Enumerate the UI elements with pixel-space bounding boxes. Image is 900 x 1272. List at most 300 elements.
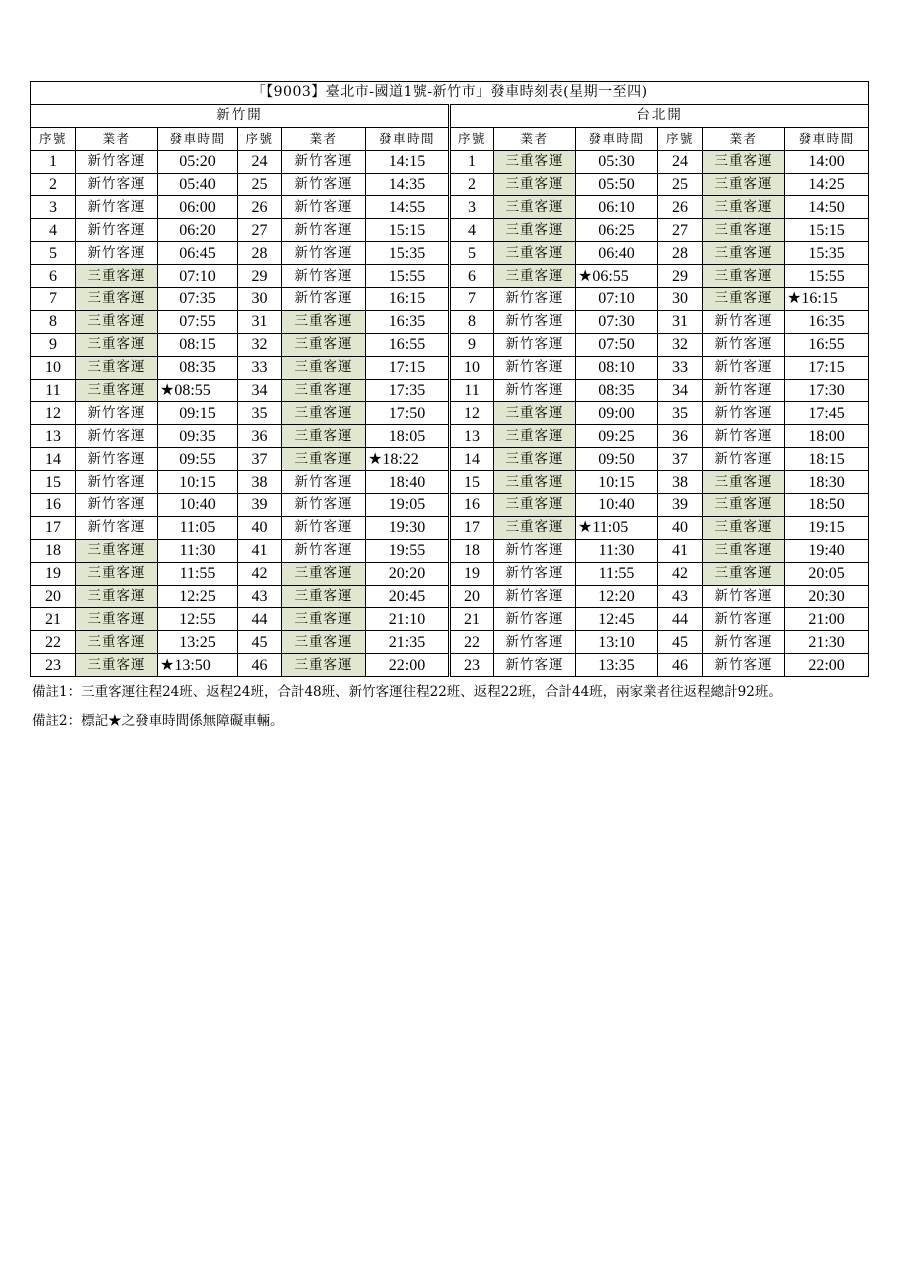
operator-cell: 三重客運 [703, 471, 785, 494]
seq-cell: 1 [31, 150, 76, 173]
time-cell: 09:00 [576, 402, 658, 425]
operator-cell: 新竹客運 [282, 288, 366, 311]
time-cell: 13:35 [576, 654, 658, 677]
time-cell: 06:40 [576, 242, 658, 265]
time-cell: 19:40 [785, 539, 869, 562]
operator-cell: 三重客運 [703, 265, 785, 288]
table-row [31, 333, 869, 356]
operator-cell: 三重客運 [494, 173, 576, 196]
operator-cell: 三重客運 [76, 539, 158, 562]
seq-cell: 6 [31, 265, 76, 288]
operator-cell: 新竹客運 [282, 516, 366, 539]
table-row [31, 516, 869, 539]
seq-cell: 25 [238, 173, 282, 196]
time-cell: 06:00 [158, 196, 238, 219]
time-cell: 18:15 [785, 448, 869, 471]
operator-cell: 新竹客運 [494, 379, 576, 402]
operator-cell: 三重客運 [494, 150, 576, 173]
operator-cell: 三重客運 [703, 173, 785, 196]
seq-cell: 8 [450, 310, 494, 333]
operator-cell: 三重客運 [282, 631, 366, 654]
operator-cell: 新竹客運 [76, 173, 158, 196]
seq-cell: 2 [31, 173, 76, 196]
time-cell: 19:15 [785, 516, 869, 539]
time-cell: 05:40 [158, 173, 238, 196]
time-cell: 06:45 [158, 242, 238, 265]
seq-cell: 43 [238, 585, 282, 608]
operator-cell: 新竹客運 [282, 150, 366, 173]
operator-cell: 新竹客運 [494, 539, 576, 562]
seq-cell: 37 [658, 448, 703, 471]
time-cell: 18:00 [785, 425, 869, 448]
seq-cell: 43 [658, 585, 703, 608]
table-row [31, 654, 869, 677]
time-cell: 16:55 [366, 333, 450, 356]
time-cell: 13:25 [158, 631, 238, 654]
seq-cell: 6 [450, 265, 494, 288]
operator-cell: 新竹客運 [76, 219, 158, 242]
operator-cell: 三重客運 [76, 562, 158, 585]
time-cell: 07:10 [576, 288, 658, 311]
seq-cell: 13 [450, 425, 494, 448]
operator-cell: 新竹客運 [76, 448, 158, 471]
seq-cell: 26 [238, 196, 282, 219]
seq-cell: 8 [31, 310, 76, 333]
table-row [31, 379, 869, 402]
seq-cell: 20 [31, 585, 76, 608]
seq-cell: 3 [450, 196, 494, 219]
operator-cell: 新竹客運 [703, 310, 785, 333]
operator-cell: 三重客運 [282, 333, 366, 356]
time-cell: 13:10 [576, 631, 658, 654]
time-cell: 20:20 [366, 562, 450, 585]
operator-cell: 三重客運 [494, 494, 576, 517]
table-row [31, 242, 869, 265]
note-1: 備註1：三重客運往程24班、返程24班，合計48班、新竹客運往程22班、返程22班，合計44班，兩家業者往返程總計92班。 [32, 684, 782, 700]
table-row [31, 494, 869, 517]
seq-cell: 10 [450, 356, 494, 379]
seq-cell: 19 [450, 562, 494, 585]
operator-cell: 新竹客運 [76, 494, 158, 517]
operator-cell: 新竹客運 [282, 173, 366, 196]
seq-cell: 14 [31, 448, 76, 471]
operator-cell: 新竹客運 [494, 608, 576, 631]
seq-cell: 32 [658, 333, 703, 356]
time-cell: 09:15 [158, 402, 238, 425]
table-row [31, 402, 869, 425]
time-cell: 11:05 [158, 516, 238, 539]
operator-cell: 三重客運 [494, 219, 576, 242]
operator-cell: 三重客運 [494, 196, 576, 219]
time-cell: 11:30 [158, 539, 238, 562]
seq-cell: 27 [658, 219, 703, 242]
operator-cell: 新竹客運 [703, 448, 785, 471]
time-cell: 15:35 [785, 242, 869, 265]
note-2: 備註2：標記★之發車時間係無障礙車輛。 [32, 713, 284, 729]
operator-cell: 三重客運 [703, 562, 785, 585]
table-row [31, 448, 869, 471]
time-cell: 10:15 [576, 471, 658, 494]
table-row [31, 173, 869, 196]
seq-cell: 4 [450, 219, 494, 242]
operator-cell: 三重客運 [76, 356, 158, 379]
operator-cell: 新竹客運 [703, 402, 785, 425]
table-row [31, 631, 869, 654]
time-cell: 21:35 [366, 631, 450, 654]
header-operator: 業者 [494, 127, 576, 150]
operator-cell: 三重客運 [703, 196, 785, 219]
seq-cell: 32 [238, 333, 282, 356]
time-cell: 17:30 [785, 379, 869, 402]
header-time: 發車時間 [158, 127, 238, 150]
table-row [31, 310, 869, 333]
time-cell: 21:10 [366, 608, 450, 631]
seq-cell: 16 [450, 494, 494, 517]
time-cell: ★13:50 [158, 654, 238, 677]
time-cell: 18:50 [785, 494, 869, 517]
operator-cell: 新竹客運 [703, 379, 785, 402]
operator-cell: 新竹客運 [282, 539, 366, 562]
operator-cell: 三重客運 [703, 242, 785, 265]
time-cell: 05:30 [576, 150, 658, 173]
time-cell: 19:30 [366, 516, 450, 539]
operator-cell: 三重客運 [703, 288, 785, 311]
seq-cell: 21 [31, 608, 76, 631]
seq-cell: 38 [238, 471, 282, 494]
operator-cell: 三重客運 [494, 425, 576, 448]
time-cell: 12:25 [158, 585, 238, 608]
operator-cell: 新竹客運 [494, 654, 576, 677]
time-cell: 12:45 [576, 608, 658, 631]
seq-cell: 22 [31, 631, 76, 654]
table-row [31, 265, 869, 288]
timetable-title: 「【9003】臺北市-國道1號-新竹市」發車時刻表(星期一至四) [31, 82, 869, 105]
time-cell: ★08:55 [158, 379, 238, 402]
operator-cell: 三重客運 [494, 471, 576, 494]
time-cell: 15:15 [366, 219, 450, 242]
seq-cell: 24 [658, 150, 703, 173]
time-cell: 22:00 [785, 654, 869, 677]
time-cell: 15:15 [785, 219, 869, 242]
seq-cell: 30 [238, 288, 282, 311]
timetable [30, 81, 869, 677]
seq-cell: 29 [658, 265, 703, 288]
header-seq: 序號 [31, 127, 76, 150]
seq-cell: 38 [658, 471, 703, 494]
seq-cell: 17 [31, 516, 76, 539]
table-row [31, 288, 869, 311]
seq-cell: 5 [31, 242, 76, 265]
seq-cell: 36 [238, 425, 282, 448]
header-operator: 業者 [76, 127, 158, 150]
time-cell: 08:10 [576, 356, 658, 379]
header-time: 發車時間 [576, 127, 658, 150]
time-cell: 19:55 [366, 539, 450, 562]
header-operator: 業者 [282, 127, 366, 150]
header-time: 發車時間 [785, 127, 869, 150]
operator-cell: 三重客運 [703, 494, 785, 517]
operator-cell: 新竹客運 [703, 425, 785, 448]
header-seq: 序號 [238, 127, 282, 150]
operator-cell: 三重客運 [282, 402, 366, 425]
time-cell: 22:00 [366, 654, 450, 677]
time-cell: ★16:15 [785, 288, 869, 311]
time-cell: 16:35 [785, 310, 869, 333]
operator-cell: 三重客運 [76, 631, 158, 654]
time-cell: 20:45 [366, 585, 450, 608]
seq-cell: 28 [238, 242, 282, 265]
header-time: 發車時間 [366, 127, 450, 150]
time-cell: 09:50 [576, 448, 658, 471]
time-cell: 15:35 [366, 242, 450, 265]
seq-cell: 35 [658, 402, 703, 425]
operator-cell: 新竹客運 [282, 219, 366, 242]
time-cell: 12:55 [158, 608, 238, 631]
seq-cell: 42 [238, 562, 282, 585]
operator-cell: 新竹客運 [76, 402, 158, 425]
operator-cell: 新竹客運 [703, 356, 785, 379]
operator-cell: 三重客運 [76, 585, 158, 608]
operator-cell: 三重客運 [282, 379, 366, 402]
time-cell: 17:35 [366, 379, 450, 402]
operator-cell: 三重客運 [282, 310, 366, 333]
operator-cell: 新竹客運 [703, 608, 785, 631]
seq-cell: 34 [658, 379, 703, 402]
table-row [31, 608, 869, 631]
table-row [31, 196, 869, 219]
operator-cell: 三重客運 [494, 448, 576, 471]
seq-cell: 12 [450, 402, 494, 425]
table-row [31, 150, 869, 173]
time-cell: 20:05 [785, 562, 869, 585]
operator-cell: 三重客運 [282, 585, 366, 608]
seq-cell: 22 [450, 631, 494, 654]
seq-cell: 19 [31, 562, 76, 585]
time-cell: 17:15 [785, 356, 869, 379]
operator-cell: 三重客運 [76, 333, 158, 356]
seq-cell: 16 [31, 494, 76, 517]
seq-cell: 24 [238, 150, 282, 173]
table-row [31, 562, 869, 585]
time-cell: 17:50 [366, 402, 450, 425]
seq-cell: 35 [238, 402, 282, 425]
operator-cell: 新竹客運 [703, 654, 785, 677]
operator-cell: 新竹客運 [282, 471, 366, 494]
seq-cell: 13 [31, 425, 76, 448]
header-seq: 序號 [450, 127, 494, 150]
seq-cell: 29 [238, 265, 282, 288]
seq-cell: 31 [658, 310, 703, 333]
operator-cell: 新竹客運 [494, 310, 576, 333]
time-cell: 07:35 [158, 288, 238, 311]
time-cell: 14:25 [785, 173, 869, 196]
seq-cell: 45 [658, 631, 703, 654]
seq-cell: 40 [658, 516, 703, 539]
time-cell: 09:35 [158, 425, 238, 448]
operator-cell: 新竹客運 [494, 631, 576, 654]
time-cell: 08:35 [158, 356, 238, 379]
time-cell: 17:15 [366, 356, 450, 379]
time-cell: ★11:05 [576, 516, 658, 539]
seq-cell: 14 [450, 448, 494, 471]
operator-cell: 新竹客運 [282, 196, 366, 219]
seq-cell: 7 [31, 288, 76, 311]
time-cell: 21:00 [785, 608, 869, 631]
operator-cell: 新竹客運 [494, 585, 576, 608]
operator-cell: 三重客運 [76, 608, 158, 631]
operator-cell: 三重客運 [282, 608, 366, 631]
operator-cell: 三重客運 [703, 150, 785, 173]
column-header-row [31, 127, 869, 150]
header-operator: 業者 [703, 127, 785, 150]
time-cell: 05:20 [158, 150, 238, 173]
operator-cell: 新竹客運 [703, 333, 785, 356]
operator-cell: 三重客運 [76, 654, 158, 677]
seq-cell: 23 [450, 654, 494, 677]
time-cell: 19:05 [366, 494, 450, 517]
seq-cell: 18 [31, 539, 76, 562]
operator-cell: 新竹客運 [76, 516, 158, 539]
seq-cell: 17 [450, 516, 494, 539]
operator-cell: 三重客運 [76, 288, 158, 311]
seq-cell: 15 [450, 471, 494, 494]
direction-hsinchu-header: 新竹開 [31, 104, 450, 127]
time-cell: 09:55 [158, 448, 238, 471]
time-cell: 14:15 [366, 150, 450, 173]
time-cell: 06:20 [158, 219, 238, 242]
operator-cell: 三重客運 [703, 516, 785, 539]
operator-cell: 新竹客運 [282, 494, 366, 517]
seq-cell: 12 [31, 402, 76, 425]
header-seq: 序號 [658, 127, 703, 150]
table-row [31, 585, 869, 608]
seq-cell: 41 [238, 539, 282, 562]
seq-cell: 21 [450, 608, 494, 631]
seq-cell: 33 [658, 356, 703, 379]
time-cell: 17:45 [785, 402, 869, 425]
seq-cell: 40 [238, 516, 282, 539]
operator-cell: 三重客運 [703, 219, 785, 242]
direction-taipei-header: 台北開 [450, 104, 869, 127]
time-cell: ★18:22 [366, 448, 450, 471]
operator-cell: 新竹客運 [282, 242, 366, 265]
seq-cell: 15 [31, 471, 76, 494]
seq-cell: 11 [31, 379, 76, 402]
seq-cell: 5 [450, 242, 494, 265]
seq-cell: 9 [31, 333, 76, 356]
seq-cell: 7 [450, 288, 494, 311]
table-row [31, 219, 869, 242]
time-cell: 14:35 [366, 173, 450, 196]
seq-cell: 37 [238, 448, 282, 471]
operator-cell: 新竹客運 [76, 242, 158, 265]
time-cell: 18:40 [366, 471, 450, 494]
seq-cell: 1 [450, 150, 494, 173]
time-cell: 14:50 [785, 196, 869, 219]
time-cell: 12:20 [576, 585, 658, 608]
operator-cell: 三重客運 [703, 539, 785, 562]
seq-cell: 34 [238, 379, 282, 402]
time-cell: 14:55 [366, 196, 450, 219]
operator-cell: 三重客運 [494, 265, 576, 288]
operator-cell: 三重客運 [76, 310, 158, 333]
time-cell: 16:55 [785, 333, 869, 356]
operator-cell: 三重客運 [282, 356, 366, 379]
seq-cell: 36 [658, 425, 703, 448]
time-cell: 18:30 [785, 471, 869, 494]
time-cell: 11:30 [576, 539, 658, 562]
time-cell: 10:40 [158, 494, 238, 517]
time-cell: 18:05 [366, 425, 450, 448]
time-cell: 14:00 [785, 150, 869, 173]
time-cell: 10:15 [158, 471, 238, 494]
operator-cell: 新竹客運 [76, 196, 158, 219]
operator-cell: 新竹客運 [494, 562, 576, 585]
time-cell: 20:30 [785, 585, 869, 608]
seq-cell: 18 [450, 539, 494, 562]
notes [32, 682, 877, 732]
seq-cell: 39 [658, 494, 703, 517]
operator-cell: 新竹客運 [282, 265, 366, 288]
seq-cell: 46 [658, 654, 703, 677]
seq-cell: 27 [238, 219, 282, 242]
operator-cell: 新竹客運 [76, 425, 158, 448]
time-cell: 11:55 [576, 562, 658, 585]
seq-cell: 10 [31, 356, 76, 379]
time-cell: 15:55 [366, 265, 450, 288]
seq-cell: 39 [238, 494, 282, 517]
operator-cell: 新竹客運 [494, 288, 576, 311]
operator-cell: 三重客運 [282, 425, 366, 448]
operator-cell: 三重客運 [494, 242, 576, 265]
operator-cell: 新竹客運 [703, 631, 785, 654]
seq-cell: 2 [450, 173, 494, 196]
seq-cell: 23 [31, 654, 76, 677]
table-row [31, 356, 869, 379]
operator-cell: 新竹客運 [703, 585, 785, 608]
seq-cell: 30 [658, 288, 703, 311]
time-cell: 07:10 [158, 265, 238, 288]
seq-cell: 44 [238, 608, 282, 631]
table-row [31, 471, 869, 494]
time-cell: 16:15 [366, 288, 450, 311]
time-cell: 07:55 [158, 310, 238, 333]
seq-cell: 41 [658, 539, 703, 562]
time-cell: 10:40 [576, 494, 658, 517]
operator-cell: 三重客運 [494, 402, 576, 425]
seq-cell: 9 [450, 333, 494, 356]
time-cell: 07:30 [576, 310, 658, 333]
table-row [31, 425, 869, 448]
seq-cell: 44 [658, 608, 703, 631]
seq-cell: 46 [238, 654, 282, 677]
seq-cell: 31 [238, 310, 282, 333]
time-cell: 08:35 [576, 379, 658, 402]
time-cell: 21:30 [785, 631, 869, 654]
operator-cell: 三重客運 [76, 265, 158, 288]
seq-cell: 42 [658, 562, 703, 585]
time-cell: 15:55 [785, 265, 869, 288]
time-cell: 06:10 [576, 196, 658, 219]
operator-cell: 三重客運 [494, 516, 576, 539]
operator-cell: 新竹客運 [494, 356, 576, 379]
seq-cell: 20 [450, 585, 494, 608]
time-cell: 07:50 [576, 333, 658, 356]
seq-cell: 11 [450, 379, 494, 402]
time-cell: ★06:55 [576, 265, 658, 288]
time-cell: 06:25 [576, 219, 658, 242]
seq-cell: 25 [658, 173, 703, 196]
